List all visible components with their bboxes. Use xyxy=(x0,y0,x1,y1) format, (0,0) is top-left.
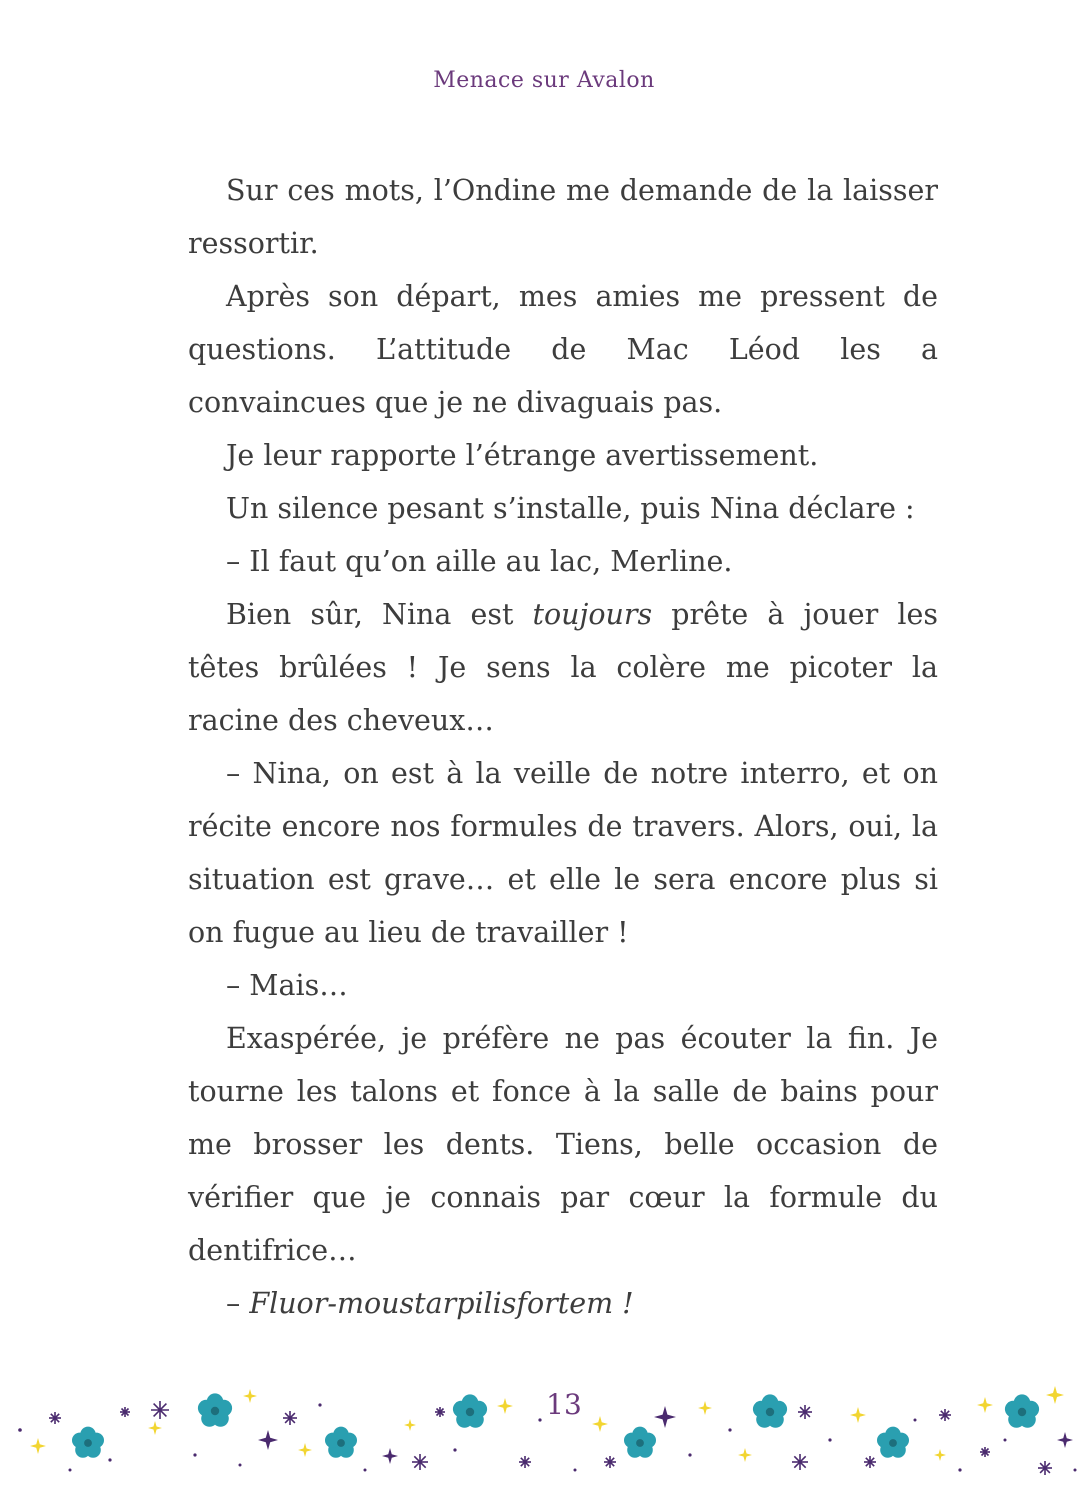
dot-icon xyxy=(69,1469,72,1472)
paragraph-text: Après son départ, mes amies me pressent de questions. L’attitude de Mac Léod les a convaincues que je ne divaguais pas. xyxy=(188,280,938,419)
sparkle-icon xyxy=(30,1438,46,1454)
paragraph-text: Sur ces mots, l’Ondine me demande de la laisser ressortir. xyxy=(188,174,938,260)
flower-icon xyxy=(624,1427,656,1458)
paragraph xyxy=(188,747,938,959)
starburst-icon xyxy=(604,1456,616,1468)
sparkle-icon xyxy=(738,1448,752,1462)
sparkle-icon xyxy=(1057,1432,1073,1448)
dot-icon xyxy=(453,1448,456,1451)
paragraph xyxy=(188,1012,938,1277)
running-title: Menace sur Avalon xyxy=(433,68,655,93)
starburst-icon xyxy=(864,1456,876,1468)
italic-spell: Fluor-moustarpilisfortem ! xyxy=(249,1287,634,1320)
sparkle-icon xyxy=(148,1421,162,1435)
body-text xyxy=(188,164,938,1330)
paragraph xyxy=(188,588,938,747)
flower-icon xyxy=(877,1427,909,1458)
dot-icon xyxy=(1004,1439,1007,1442)
dot-icon xyxy=(574,1469,577,1472)
paragraph xyxy=(188,535,938,588)
sparkle-icon xyxy=(382,1448,398,1464)
paragraph xyxy=(188,959,938,1012)
paragraph-text: – xyxy=(226,1287,250,1320)
sparkle-icon xyxy=(258,1430,278,1450)
page-number: 13 xyxy=(546,1388,582,1421)
dot-icon xyxy=(108,1458,111,1461)
paragraph xyxy=(188,1277,938,1330)
paragraph-text: – Mais… xyxy=(226,969,348,1002)
sparkle-icon xyxy=(298,1443,312,1457)
paragraph-text: Bien sûr, Nina est xyxy=(226,598,533,631)
italic-emphasis: toujours xyxy=(532,598,653,631)
paragraph-text: Exaspérée, je préfère ne pas écouter la fin. Je tourne les talons et fonce à la salle de bains pour me brosser les dents. Tiens, belle occasion de vérifier que je connais par cœur la formule du dentifrice… xyxy=(188,1022,938,1267)
starburst-icon xyxy=(412,1454,428,1470)
paragraph xyxy=(188,482,938,535)
starburst-icon xyxy=(980,1447,990,1457)
paragraph xyxy=(188,429,938,482)
dot-icon xyxy=(239,1464,242,1467)
dot-icon xyxy=(364,1469,367,1472)
footer-decoration xyxy=(0,1360,1088,1500)
dot-icon xyxy=(828,1438,831,1441)
paragraph xyxy=(188,270,938,429)
dot-icon xyxy=(688,1453,691,1456)
dot-icon xyxy=(958,1468,961,1471)
paragraph-text: prête à jouer les têtes brûlées ! Je sens la colère me picoter la racine des cheveux… xyxy=(188,598,938,737)
paragraph-text: – Il faut qu’on aille au lac, Merline. xyxy=(226,545,733,578)
flower-icon xyxy=(72,1427,104,1458)
dot-icon xyxy=(193,1453,196,1456)
starburst-icon xyxy=(519,1456,531,1468)
paragraph-text: Un silence pesant s’installe, puis Nina déclare : xyxy=(226,492,915,525)
dot-icon xyxy=(1074,1469,1077,1472)
dot-icon xyxy=(18,1428,22,1432)
sparkle-icon xyxy=(934,1449,946,1461)
starburst-icon xyxy=(1038,1461,1052,1475)
paragraph xyxy=(188,164,938,270)
paragraph-text: – Nina, on est à la veille de notre interro, et on récite encore nos formules de travers. Alors, oui, la situation est grave… et elle le sera encore plus si on fugue au lieu de travailler ! xyxy=(188,757,938,949)
starburst-icon xyxy=(792,1454,808,1470)
paragraph-text: Je leur rapporte l’étrange avertissement. xyxy=(226,439,819,472)
flower-icon xyxy=(325,1427,357,1458)
dot-icon xyxy=(728,1428,731,1431)
